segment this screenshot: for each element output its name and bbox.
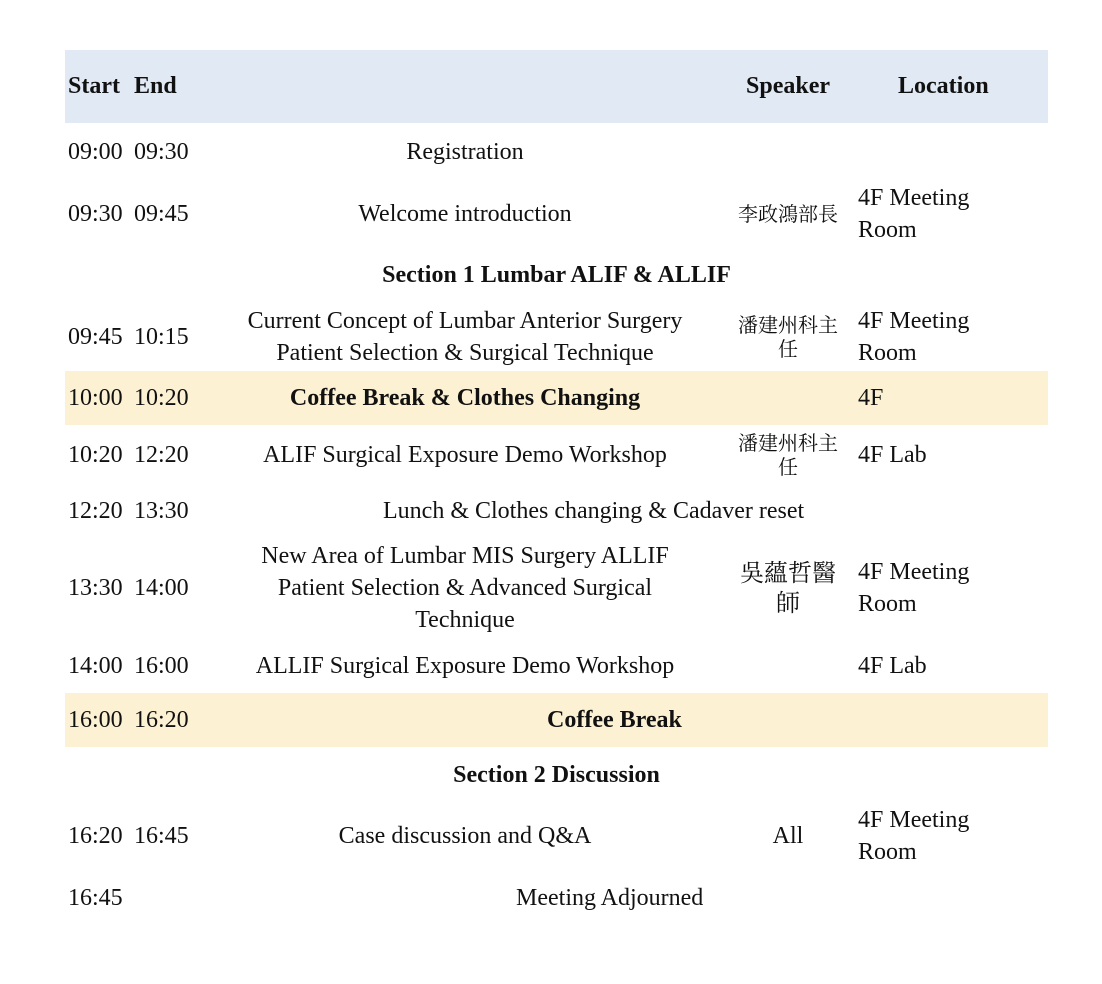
topic-line: Patient Selection & Surgical Technique — [276, 340, 654, 366]
table-row — [65, 181, 1048, 247]
end-time: 16:45 — [134, 822, 189, 849]
header-location: Location — [898, 73, 989, 99]
table-row — [65, 537, 1048, 639]
speaker — [722, 123, 854, 181]
start-time: 16:00 — [68, 706, 123, 733]
location-line: 4F Meeting — [858, 185, 970, 211]
header-topic — [208, 50, 722, 123]
topic: Meeting Adjourned — [516, 885, 704, 911]
table-row — [65, 485, 1048, 537]
location-line: Room — [858, 591, 917, 617]
end-time: 10:20 — [134, 384, 189, 411]
location — [854, 123, 1048, 181]
location — [854, 803, 1048, 869]
start-time: 09:45 — [68, 323, 123, 350]
topic: Coffee Break & Clothes Changing — [289, 385, 641, 411]
start-time: 14:00 — [68, 652, 123, 679]
location-line: Room — [858, 839, 917, 865]
topic-line: New Area of Lumbar MIS Surgery ALLIF — [261, 543, 669, 569]
location — [854, 537, 1048, 639]
start-time: 12:20 — [68, 497, 123, 524]
topic: Welcome introduction — [358, 201, 572, 227]
end-time: 13:30 — [134, 497, 189, 524]
end-time: 16:20 — [134, 706, 189, 733]
speaker — [722, 537, 854, 639]
location-line: Room — [858, 217, 917, 243]
start-time: 10:20 — [68, 441, 123, 468]
topic — [208, 537, 722, 639]
location: 4F Lab — [858, 653, 927, 679]
table-row — [65, 425, 1048, 485]
topic: ALLIF Surgical Exposure Demo Workshop — [255, 653, 675, 679]
section-row — [65, 247, 1048, 303]
location-line: 4F Meeting — [858, 559, 970, 585]
end-time: 10:15 — [134, 323, 189, 350]
section-title: Section 2 Discussion — [453, 761, 660, 788]
speaker — [722, 303, 854, 371]
end-time: 09:30 — [134, 138, 189, 165]
speaker — [722, 371, 854, 425]
table-row — [65, 639, 1048, 693]
speaker — [722, 639, 854, 693]
topic: Lunch & Clothes changing & Cadaver reset — [383, 498, 805, 524]
start-time: 16:45 — [68, 884, 123, 911]
location — [854, 181, 1048, 247]
topic: Registration — [406, 139, 524, 165]
header-row — [65, 50, 1048, 123]
end-time: 16:00 — [134, 652, 189, 679]
speaker: All — [772, 822, 804, 849]
agenda-table — [65, 50, 1048, 927]
table-row — [65, 693, 1048, 747]
topic — [208, 303, 722, 371]
location — [854, 303, 1048, 371]
location: 4F Lab — [858, 442, 927, 468]
topic-line: Technique — [415, 607, 515, 633]
table-row — [65, 123, 1048, 181]
topic-line: Patient Selection & Advanced Surgical — [277, 575, 653, 601]
speaker — [722, 425, 854, 485]
header-speaker: Speaker — [746, 73, 830, 99]
end-time: 12:20 — [134, 441, 189, 468]
speaker-line: 潘建州科主 — [738, 431, 838, 455]
start-time: 09:00 — [68, 138, 123, 165]
start-time: 13:30 — [68, 574, 123, 601]
speaker-line: 任 — [778, 337, 798, 361]
speaker: 李政鴻部長 — [738, 202, 838, 226]
location: 4F — [858, 385, 884, 411]
topic: Case discussion and Q&A — [338, 823, 592, 849]
section-row — [65, 747, 1048, 803]
header-end: End — [134, 73, 177, 99]
topic: ALIF Surgical Exposure Demo Workshop — [263, 442, 667, 468]
start-time: 16:20 — [68, 822, 123, 849]
location-line: 4F Meeting — [858, 308, 970, 334]
start-time: 09:30 — [68, 200, 123, 227]
location-line: Room — [858, 340, 917, 366]
speaker-line: 潘建州科主 — [738, 313, 838, 337]
end-time — [134, 869, 208, 927]
speaker-line: 吳蘊哲醫 — [740, 559, 836, 587]
speaker-line: 師 — [776, 589, 800, 617]
section-title: Section 1 Lumbar ALIF & ALLIF — [382, 261, 731, 288]
table-row — [65, 371, 1048, 425]
topic: Coffee Break — [547, 707, 682, 733]
topic-line: Current Concept of Lumbar Anterior Surgery — [247, 308, 683, 334]
table-row — [65, 803, 1048, 869]
speaker-line: 任 — [778, 455, 798, 479]
table-row — [65, 869, 1048, 927]
end-time: 14:00 — [134, 574, 189, 601]
header-start: Start — [68, 73, 120, 99]
end-time: 09:45 — [134, 200, 189, 227]
location-line: 4F Meeting — [858, 807, 970, 833]
start-time: 10:00 — [68, 384, 123, 411]
table-row — [65, 303, 1048, 371]
